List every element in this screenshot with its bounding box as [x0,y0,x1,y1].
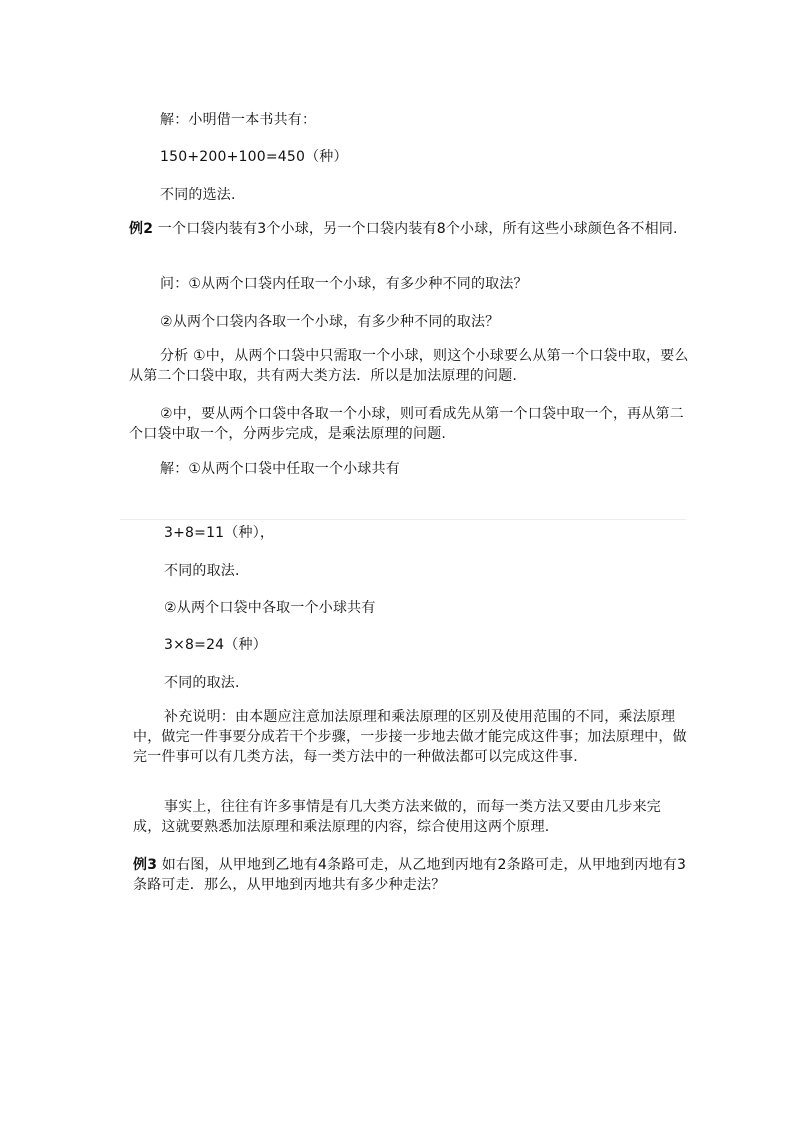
page-divider [120,519,686,520]
analysis-paragraph-2: ②中，要从两个口袋中各取一个小球，则可看成先从第一个口袋中取一个，再从第二个口袋中取一个，分两步完成，是乘法原理的问题. [129,406,684,442]
solution-line-3: 不同的选法. [160,187,236,203]
supplement-paragraph: 补充说明：由本题应注意加法原理和乘法原理的区别及使用范围的不同，乘法原理中，做完一件事要分成若干个步骤，一步接一步地去做才能完成这件事；加法原理中，做完一件事可以有几类方法，每一类方法中的一种做法都可以完成这件事. [133,709,687,765]
solution-line-1: 解：小明借一本书共有： [160,112,317,128]
example-2-text: 一个口袋内装有3个小球，另一个口袋内装有8个小球，所有这些小球颜色各不相同. [153,221,678,237]
calc-addition: 3+8=11（种）， [164,525,275,541]
example-2-label: 例2 [129,221,154,237]
solution-intro: 解：①从两个口袋中任取一个小球共有 [160,461,400,477]
solution-line-2: 150+200+100=450（种） [160,149,348,165]
result-line-2: 不同的取法. [164,675,240,691]
example-3-text: 如右图，从甲地到乙地有4条路可走，从乙地到丙地有2条路可走，从甲地到丙地有3条路可走．那么，从甲地到丙地共有多少种走法？ [133,857,687,893]
fact-paragraph: 事实上，往往有许多事情是有几大类方法来做的，而每一类方法又要由几步来完成，这就要熟悉加法原理和乘法原理的内容，综合使用这两个原理. [133,799,661,835]
calc-multiplication: 3×8=24（种） [164,637,267,653]
solution-part-2: ②从两个口袋中各取一个小球共有 [164,600,376,616]
example-2-statement [129,219,689,239]
example-3-label: 例3 [133,857,158,873]
example-3-statement [133,855,689,895]
result-line-1: 不同的取法. [164,563,240,579]
analysis-paragraph-1: 分析 ①中，从两个口袋中只需取一个小球，则这个小球要么从第一个口袋中取，要么从第二个口袋中取，共有两大类方法．所以是加法原理的问题. [129,348,689,384]
question-1: 问：①从两个口袋内任取一个小球，有多少种不同的取法？ [160,276,528,292]
question-2: ②从两个口袋内各取一个小球，有多少种不同的取法？ [160,314,500,330]
